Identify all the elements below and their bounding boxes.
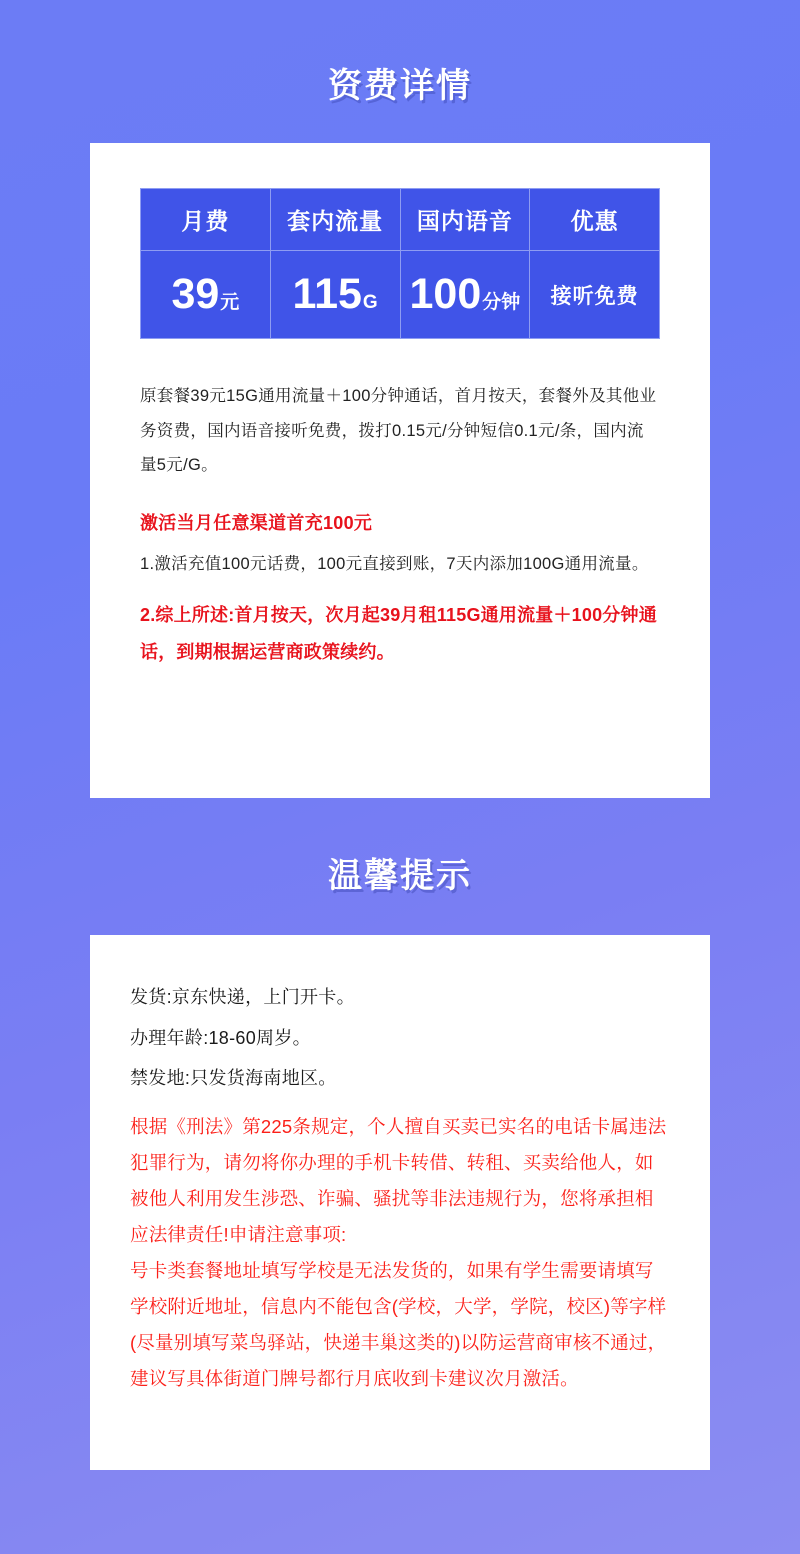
- tariff-table-value-row: [141, 251, 660, 339]
- promo-item-1: 1.激活充值100元话费，100元直接到账，7天内添加100G通用流量。: [140, 554, 649, 573]
- included-data-number: 115: [292, 270, 362, 318]
- tips-legal-warning-part1: 根据《刑法》第225条规定，个人擅自买卖已实名的电话卡属违法犯罪行为，请勿将你办理的手机卡转借、转租、买卖给他人，如被他人利用发生涉恐、诈骗、骚扰等非法违规行为，您将承担相应法律责任!申请注意事项:: [130, 1115, 667, 1245]
- included-data-unit: G: [362, 292, 378, 313]
- tips-line-shipping: 发货:京东快递，上门开卡。: [130, 987, 355, 1007]
- tariff-value-monthly-fee: [141, 251, 271, 339]
- tariff-section-heading: 资费详情: [328, 67, 472, 105]
- monthly-fee-unit: 元: [220, 292, 240, 313]
- discount-text: 接听免费: [550, 284, 639, 308]
- promo-title: 激活当月任意渠道首充100元: [140, 512, 373, 533]
- promo-item-2: 2.综上所述:首月按天，次月起39月租115G通用流量＋100分钟通话，到期根据运营商政策续约。: [140, 605, 657, 663]
- tariff-table-header-row: [141, 189, 660, 251]
- tariff-value-domestic-voice: [400, 251, 530, 339]
- tariff-header-included-data: 套内流量: [270, 189, 400, 251]
- tariff-card: [90, 143, 710, 798]
- tariff-value-included-data: [270, 251, 400, 339]
- tariff-header-monthly-fee: 月费: [141, 189, 271, 251]
- monthly-fee-number: 39: [171, 270, 220, 318]
- tariff-header-domestic-voice: 国内语音: [400, 189, 530, 251]
- tips-card: [90, 935, 710, 1470]
- tips-line-age: 办理年龄:18-60周岁。: [130, 1027, 311, 1048]
- tips-section-heading: 温馨提示: [328, 857, 472, 895]
- tariff-header-discount: 优惠: [530, 189, 660, 251]
- domestic-voice-number: 100: [409, 270, 482, 318]
- tips-legal-warning: [130, 1109, 670, 1398]
- tips-legal-warning-part2: 号卡类套餐地址填写学校是无法发货的，如果有学生需要请填写学校附近地址，信息内不能包含(学校，大学，学院，校区)等字样(尽量别填写菜鸟驿站，快递丰巢这类的)以防运营商审核不通过，建议写具体街道门牌号都行月底收到卡建议次月激活。: [130, 1259, 667, 1389]
- tariff-table: [140, 188, 660, 339]
- tariff-value-discount: [530, 251, 660, 339]
- domestic-voice-unit: 分钟: [482, 292, 521, 313]
- tips-line-restricted-area: 禁发地:只发货海南地区。: [130, 1068, 337, 1088]
- tariff-description: 原套餐39元15G通用流量＋100分钟通话，首月按天，套餐外及其他业务资费，国内语音接听免费，拨打0.15元/分钟短信0.1元/条，国内流量5元/G。: [140, 387, 657, 475]
